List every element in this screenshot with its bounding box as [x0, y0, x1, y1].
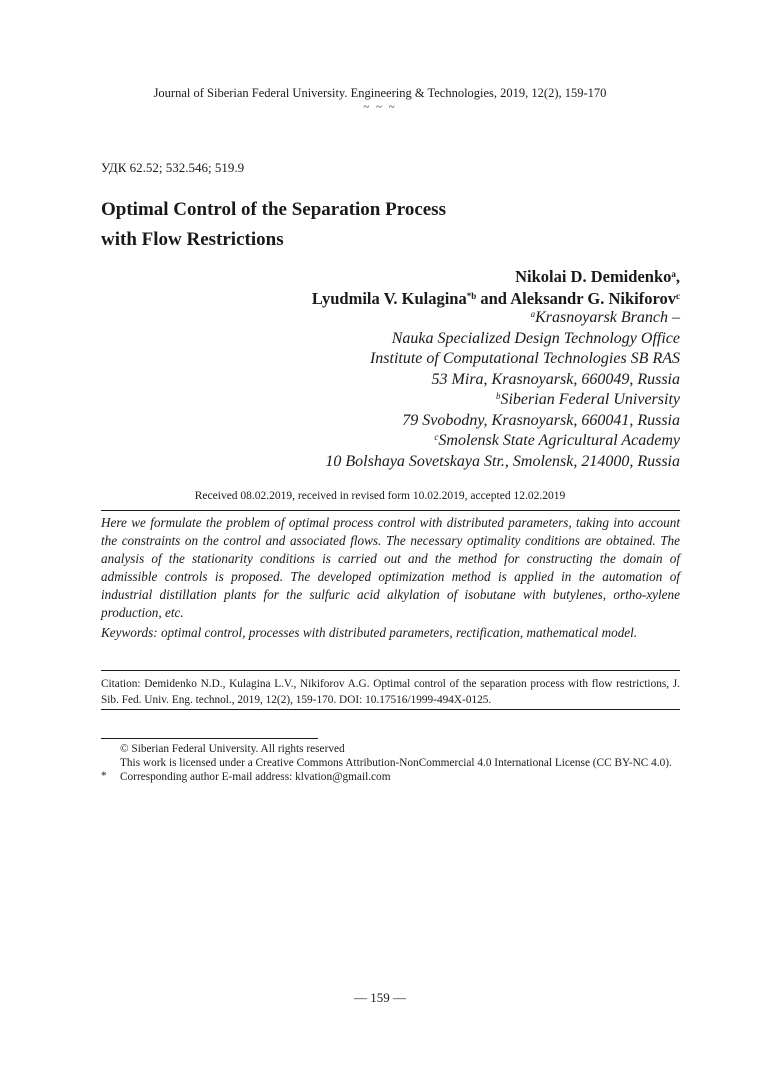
journal-header: Journal of Siberian Federal University. Engineering & Technologies, 2019, 12(2), 159-170 — [153, 86, 607, 100]
abstract: Here we formulate the problem of optimal process control with distributed parameters, taking into account the constraints on the control and associated flows. The necessary optimality conditions are obtained. The analysis of the stationarity conditions is carried out and the method for constructing the domain of admissible controls is proposed. The developed optimization method is applied in the automation of industrial distillation plants for the sulfuric acid alkylation of isobutane with butylenes, ortho-xylene production, etc. — [101, 515, 680, 620]
citation: Citation: Demidenko N.D., Kulagina L.V., Nikiforov A.G. Optimal control of the separation process with flow restrictions, J. Sib. Fed. Univ. Eng. technol., 2019, 12(2), 159-170. DOI: 10.17516/1999-494X-0125. — [101, 678, 680, 706]
udk-code: УДК 62.52; 532.546; 519.9 — [101, 160, 245, 175]
author-separator: , — [675, 267, 680, 286]
author-nikiforov: Aleksandr G. Nikiforov — [510, 289, 676, 308]
affiliation-a-mark: a — [530, 309, 536, 319]
footnote-rule — [101, 738, 318, 739]
footnote-corresponding: Corresponding author E-mail address: klvation@gmail.com — [120, 771, 391, 783]
affiliation-b-text-1: Siberian Federal University — [500, 391, 680, 408]
affiliation-b-mark: b — [495, 391, 501, 401]
divider-citation-bottom — [101, 709, 680, 710]
author-and: and — [476, 289, 511, 308]
author-kulagina-affil: *b — [466, 291, 477, 301]
author-list — [312, 266, 680, 310]
author-demidenko: Nikolai D. Demidenko — [515, 267, 672, 286]
keywords: Keywords: optimal control, processes with distributed parameters, rectification, mathematical model. — [101, 625, 638, 640]
author-demidenko-affil: a — [671, 269, 676, 279]
page-number: — 159 — — [354, 990, 406, 1005]
author-line-1 — [312, 266, 680, 288]
divider-citation-top — [101, 670, 680, 671]
received-dates: Received 08.02.2019, received in revised form 10.02.2019, accepted 12.02.2019 — [194, 490, 566, 502]
affiliation-c-text-1: Smolensk State Agricultural Academy — [438, 432, 680, 449]
author-kulagina: Lyudmila V. Kulagina — [311, 289, 467, 308]
affiliation-b-line-1 — [325, 390, 680, 411]
divider-top — [101, 510, 680, 511]
title-line-2: with Flow Restrictions — [101, 229, 284, 250]
affiliation-a-address: 53 Mira, Krasnoyarsk, 660049, Russia — [431, 370, 680, 388]
affiliation-a-line-1 — [325, 308, 680, 329]
footnote-license: This work is licensed under a Creative Commons Attribution-NonCommercial 4.0 International License (CC BY-NC 4.0). — [120, 757, 672, 769]
affiliation-c-line-1 — [325, 431, 680, 452]
title-line-1: Optimal Control of the Separation Process — [101, 199, 446, 220]
affiliation-a-text-1: Krasnoyarsk Branch – — [535, 309, 680, 326]
author-line-2 — [312, 288, 680, 310]
affiliations — [325, 308, 680, 472]
affiliation-c-address: 10 Bolshaya Sovetskaya Str., Smolensk, 214000, Russia — [325, 452, 680, 470]
header-ornament: ~ ~ ~ — [363, 101, 397, 113]
affiliation-a-line-2: Nauka Specialized Design Technology Office — [391, 329, 680, 347]
footnote-star-mark: * — [101, 770, 107, 782]
paper-title — [101, 195, 446, 255]
author-nikiforov-affil: c — [676, 291, 680, 301]
affiliation-c-mark: c — [434, 432, 439, 442]
affiliation-b-address: 79 Svobodny, Krasnoyarsk, 660041, Russia — [402, 411, 680, 429]
footnote-copyright: © Siberian Federal University. All rights reserved — [120, 743, 345, 755]
affiliation-a-line-3: Institute of Computational Technologies SB RAS — [369, 350, 680, 367]
